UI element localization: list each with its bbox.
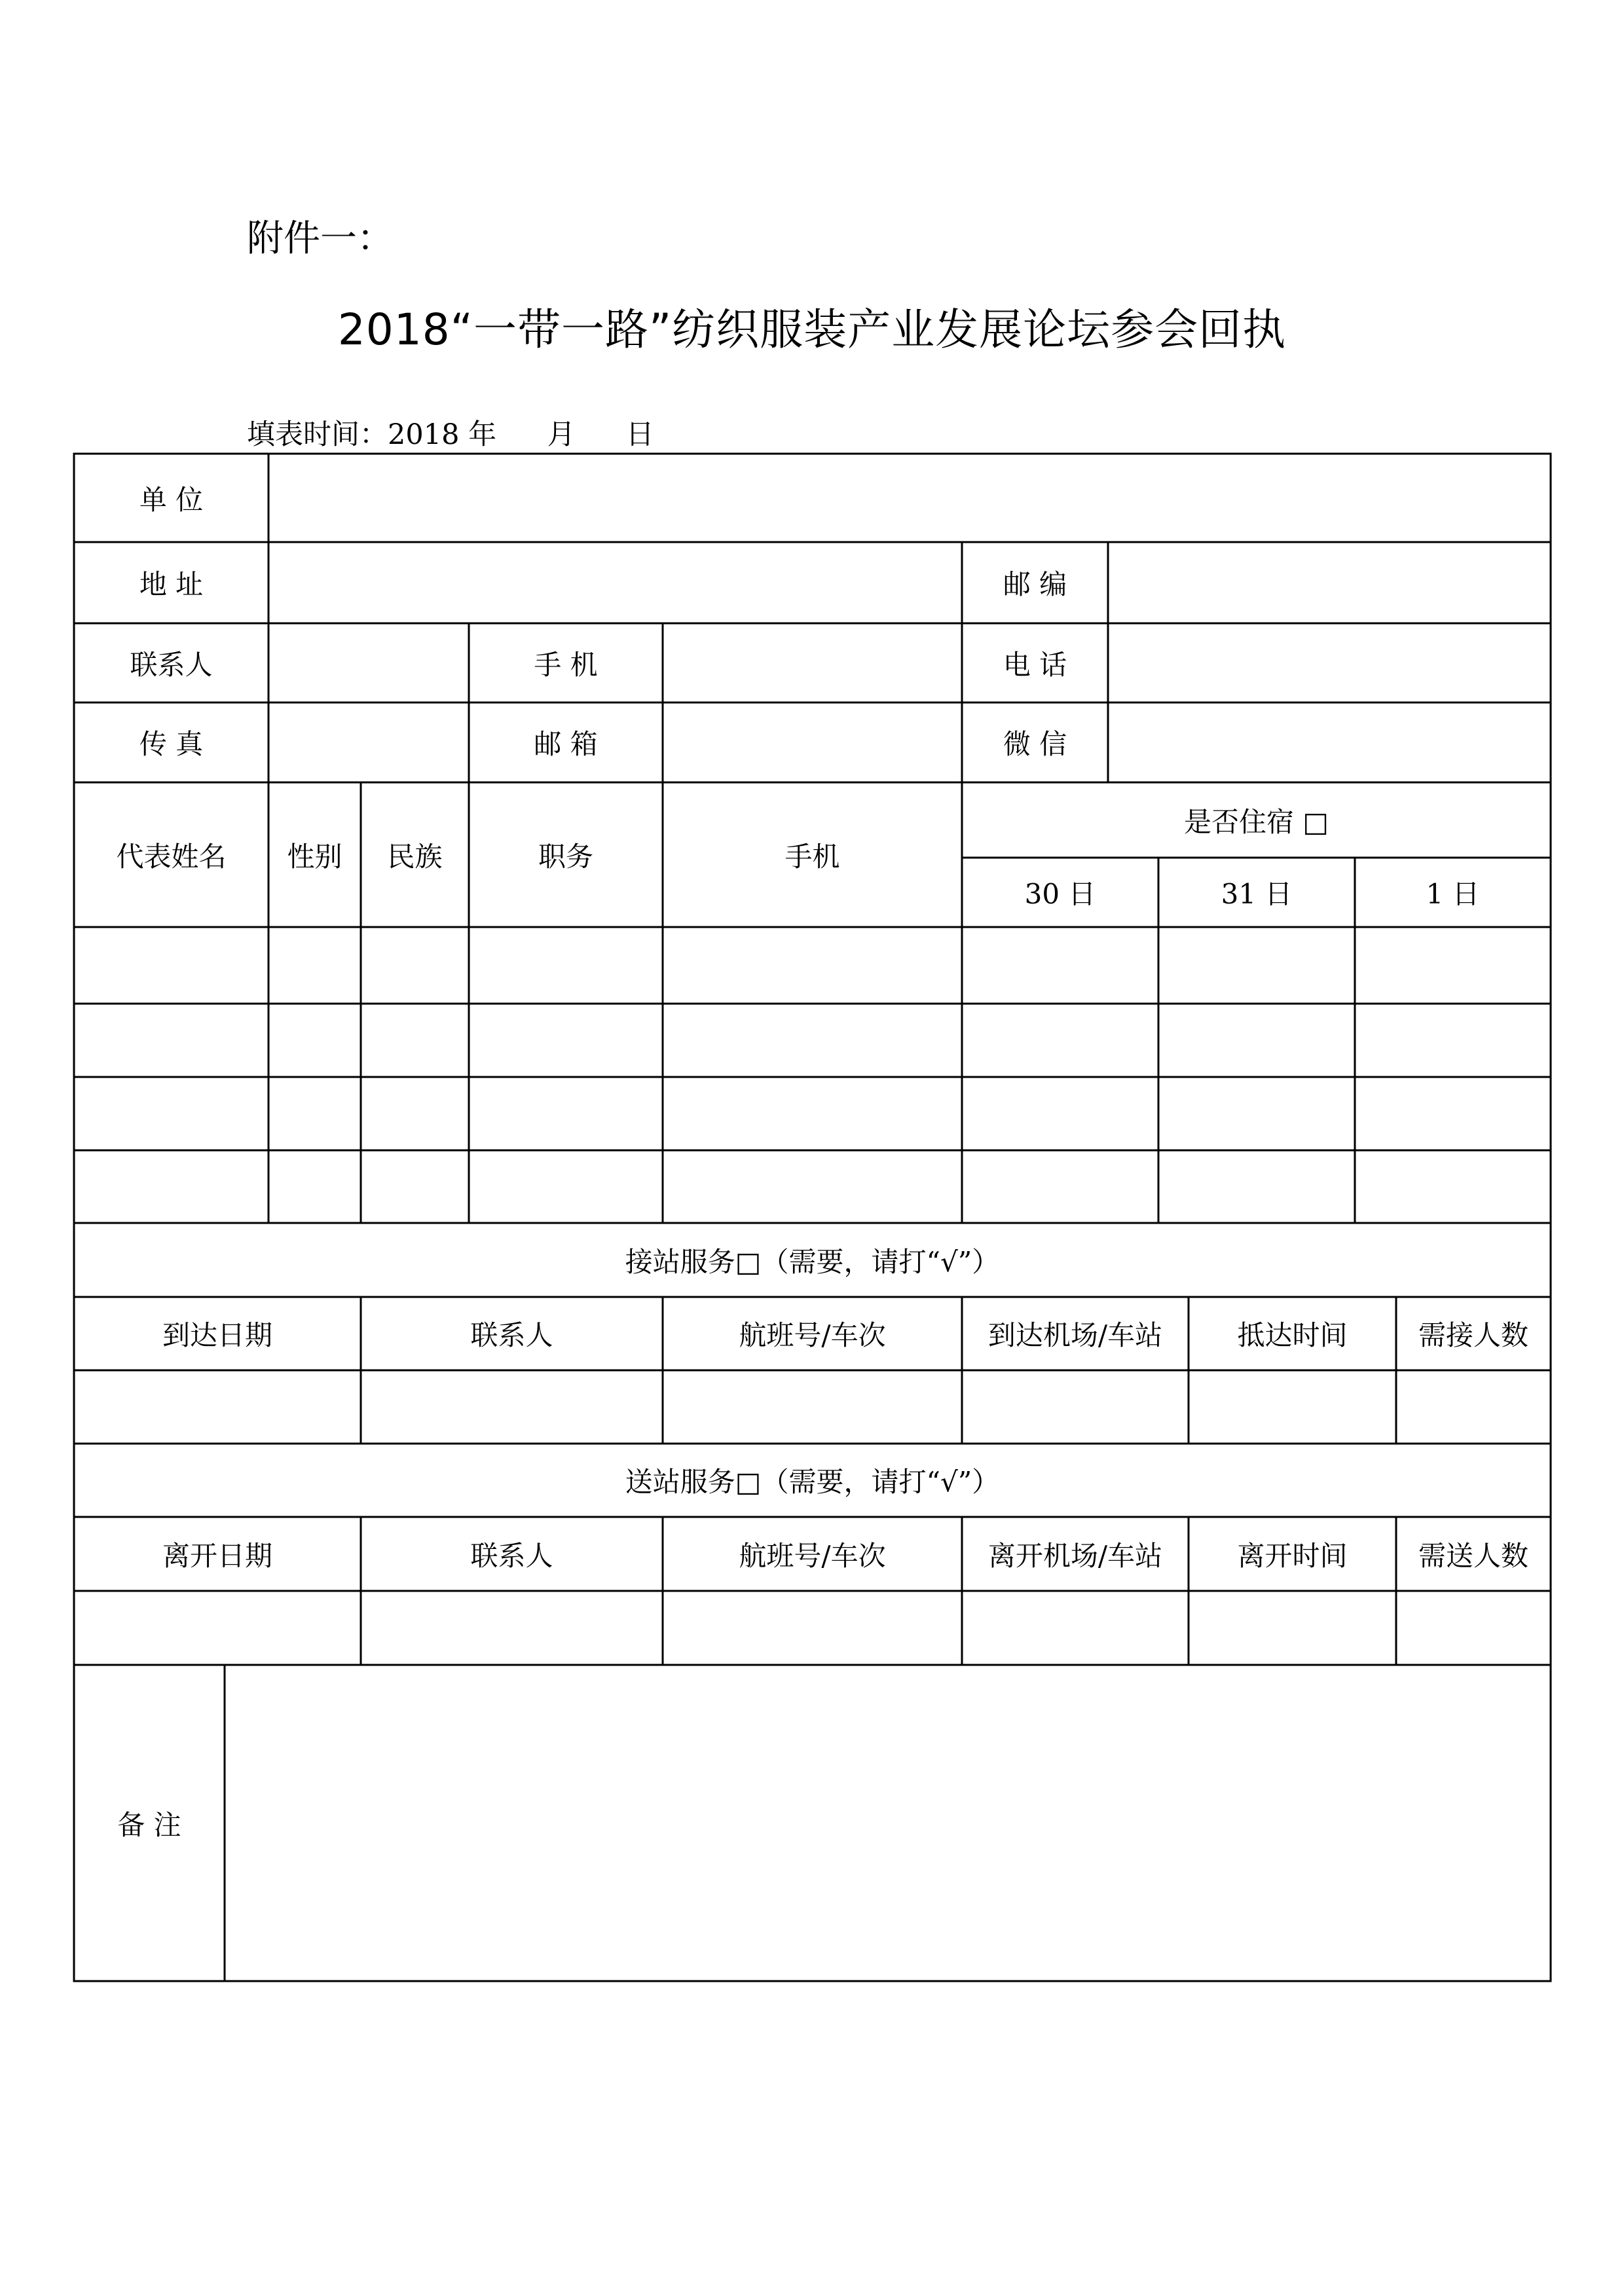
lodging-header[interactable]: 是否住宿 □	[1183, 805, 1329, 838]
delegate-row[interactable]	[74, 1150, 1551, 1223]
form-title: 2018“一带一路”纺织服装产业发展论坛参会回执	[337, 304, 1287, 355]
pickup-flight-header: 航班号/车次	[739, 1319, 886, 1351]
pickup-row[interactable]	[74, 1370, 1551, 1444]
pickup-time-header: 抵达时间	[1237, 1319, 1348, 1351]
remarks-label: 备 注	[117, 1808, 181, 1841]
delegate-row[interactable]	[74, 1077, 1551, 1150]
remarks-field[interactable]	[225, 1665, 1551, 1981]
dropoff-flight-header: 航班号/车次	[739, 1539, 886, 1572]
pickup-count-header: 需接人数	[1418, 1319, 1528, 1351]
lodging-day-30: 30 日	[1024, 878, 1096, 910]
dropoff-time-header: 离开时间	[1237, 1539, 1348, 1572]
delegate-row[interactable]	[74, 1004, 1551, 1077]
phone-label: 电 话	[1003, 648, 1067, 681]
fill-time-label: 填表时间：2018 年	[247, 418, 497, 451]
mobile-label: 手 机	[534, 648, 598, 681]
fill-time-month: 月	[547, 418, 576, 451]
dropoff-leave-date-header: 离开日期	[162, 1539, 272, 1572]
attachment-label: 附件一：	[247, 217, 394, 260]
email-field[interactable]	[663, 702, 962, 782]
lodging-day-31: 31 日	[1221, 878, 1293, 910]
dropoff-count-header: 需送人数	[1418, 1539, 1528, 1572]
pickup-contact-header: 联系人	[470, 1319, 553, 1351]
dropoff-contact-header: 联系人	[470, 1539, 553, 1572]
phone-field[interactable]	[1108, 623, 1551, 702]
address-field[interactable]	[268, 542, 962, 623]
delegate-mobile-header: 手机	[784, 840, 840, 873]
postcode-field[interactable]	[1108, 542, 1551, 623]
delegate-row[interactable]	[74, 927, 1551, 1004]
dropoff-service-title[interactable]: 送站服务□（需要，请打“√”）	[625, 1466, 1000, 1498]
dropoff-row[interactable]	[74, 1591, 1551, 1665]
contact-label: 联系人	[130, 648, 213, 681]
position-header: 职务	[538, 840, 593, 873]
fax-label: 传 真	[139, 728, 204, 760]
delegate-name-header: 代表姓名	[116, 840, 227, 873]
pickup-station-header: 到达机场/车站	[987, 1319, 1163, 1351]
wechat-field[interactable]	[1108, 702, 1551, 782]
fax-field[interactable]	[268, 702, 469, 782]
ethnicity-header: 民族	[387, 840, 443, 873]
fill-time-day: 日	[625, 418, 654, 451]
address-label: 地 址	[139, 568, 204, 600]
mobile-field[interactable]	[663, 623, 962, 702]
wechat-label: 微 信	[1003, 728, 1067, 760]
contact-field[interactable]	[268, 623, 469, 702]
unit-field[interactable]	[268, 454, 1551, 542]
dropoff-station-header: 离开机场/车站	[987, 1539, 1163, 1572]
pickup-arrival-date-header: 到达日期	[162, 1319, 272, 1351]
email-label: 邮 箱	[534, 728, 598, 760]
unit-label: 单 位	[139, 483, 204, 516]
gender-header: 性别	[287, 840, 342, 873]
pickup-service-title[interactable]: 接站服务□（需要，请打“√”）	[625, 1245, 1000, 1278]
postcode-label: 邮 编	[1003, 568, 1067, 600]
lodging-day-1: 1 日	[1426, 878, 1480, 910]
